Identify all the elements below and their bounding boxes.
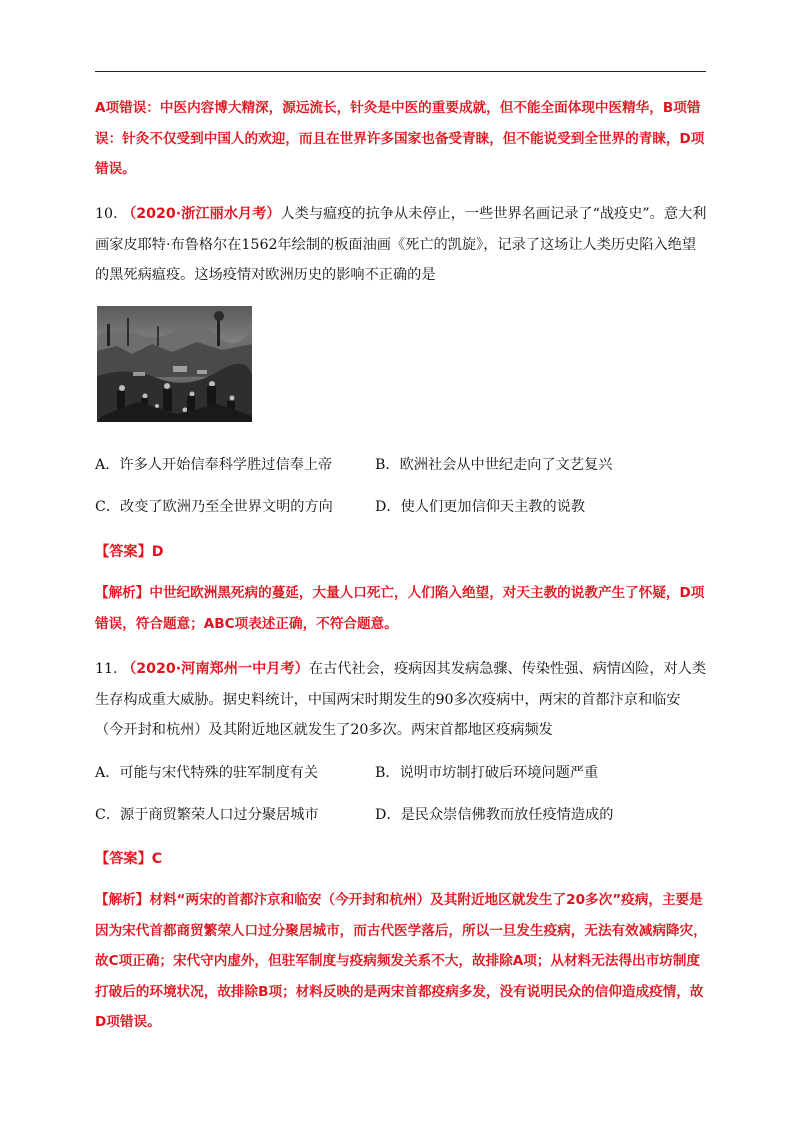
answer-value: D bbox=[151, 544, 164, 560]
option-a: A．许多人开始信奉科学胜过信奉上帝 bbox=[95, 457, 333, 473]
question-source: （2020·河南郑州一中月考） bbox=[122, 661, 309, 677]
analysis-10 bbox=[95, 578, 707, 639]
question-number: 11. bbox=[95, 661, 118, 677]
option-c: C．改变了欧洲乃至全世界文明的方向 bbox=[95, 499, 333, 515]
option-a: A．可能与宋代特殊的驻军制度有关 bbox=[95, 765, 319, 781]
painting-illustration bbox=[97, 306, 252, 422]
option-b: B．欧洲社会从中世纪走向了文艺复兴 bbox=[375, 457, 613, 473]
analysis-label: 【解析】 bbox=[95, 585, 150, 601]
option-d: D．是民众崇信佛教而放任疫情造成的 bbox=[375, 807, 614, 823]
painting-image bbox=[97, 306, 252, 422]
option-b: B．说明市坊制打破后环境问题严重 bbox=[375, 765, 599, 781]
question-10 bbox=[95, 199, 707, 291]
answer-11 bbox=[95, 848, 162, 868]
question-stem: 在古代社会，疫病因其发病急骤、传染性强、病情凶险，对人类生存构成重大威胁。据史料统计，中国两宋时期发生的90多次疫病中，两宋的首都汴京和临安（今开封和杭州）及其附近地区就发生了20多次。两宋首都地区疫病频发 bbox=[95, 661, 707, 738]
question-stem: 人类与瘟疫的抗争从未停止，一些世界名画记录了“战疫史”。意大利画家皮耶特·布鲁格尔在1562年绘制的板面油画《死亡的凯旋》，记录了这场让人类历史陷入绝望的黑死病瘟疫。这场疫情对欧洲历史的影响不正确的是 bbox=[95, 206, 707, 283]
analysis-label: 【解析】 bbox=[95, 892, 150, 908]
option-c: C．源于商贸繁荣人口过分聚居城市 bbox=[95, 807, 319, 823]
prev-explanation: A项错误：中医内容博大精深，源远流长，针灸是中医的重要成就，但不能全面体现中医精华，B项错误：针灸不仅受到中国人的欢迎，而且在世界许多国家也备受青睐，但不能说受到全世界的青睐，D项错误。 bbox=[95, 100, 705, 177]
question-11 bbox=[95, 654, 707, 746]
analysis-text: 中世纪欧洲黑死病的蔓延，大量人口死亡，人们陷入绝望，对天主教的说教产生了怀疑，D项错误，符合题意；ABC项表述正确，不符合题意。 bbox=[95, 585, 705, 632]
answer-label: 【答案】 bbox=[95, 851, 152, 867]
analysis-11 bbox=[95, 885, 707, 1038]
answer-value: C bbox=[151, 851, 163, 867]
answer-label: 【答案】 bbox=[95, 544, 152, 560]
answer-10 bbox=[95, 541, 164, 561]
header-rule bbox=[95, 71, 706, 72]
analysis-text: 材料“两宋的首都汴京和临安（今开封和杭州）及其附近地区就发生了20多次”疫病，主要是因为宋代首都商贸繁荣人口过分聚居城市，而古代医学落后，所以一旦发生疫病，无法有效减病降灾，故C项正确；宋代守内虚外，但驻军制度与疫病频发关系不大，故排除A项；从材料无法得出市坊制度打破后的环境状况，故排除B项；材料反映的是两宋首都疫病多发，没有说明民众的信仰造成疫情，故D项错误。 bbox=[95, 892, 707, 1030]
question-number: 10. bbox=[95, 206, 118, 222]
question-source: （2020·浙江丽水月考） bbox=[122, 206, 281, 222]
option-d: D．使人们更加信仰天主教的说教 bbox=[375, 499, 586, 515]
